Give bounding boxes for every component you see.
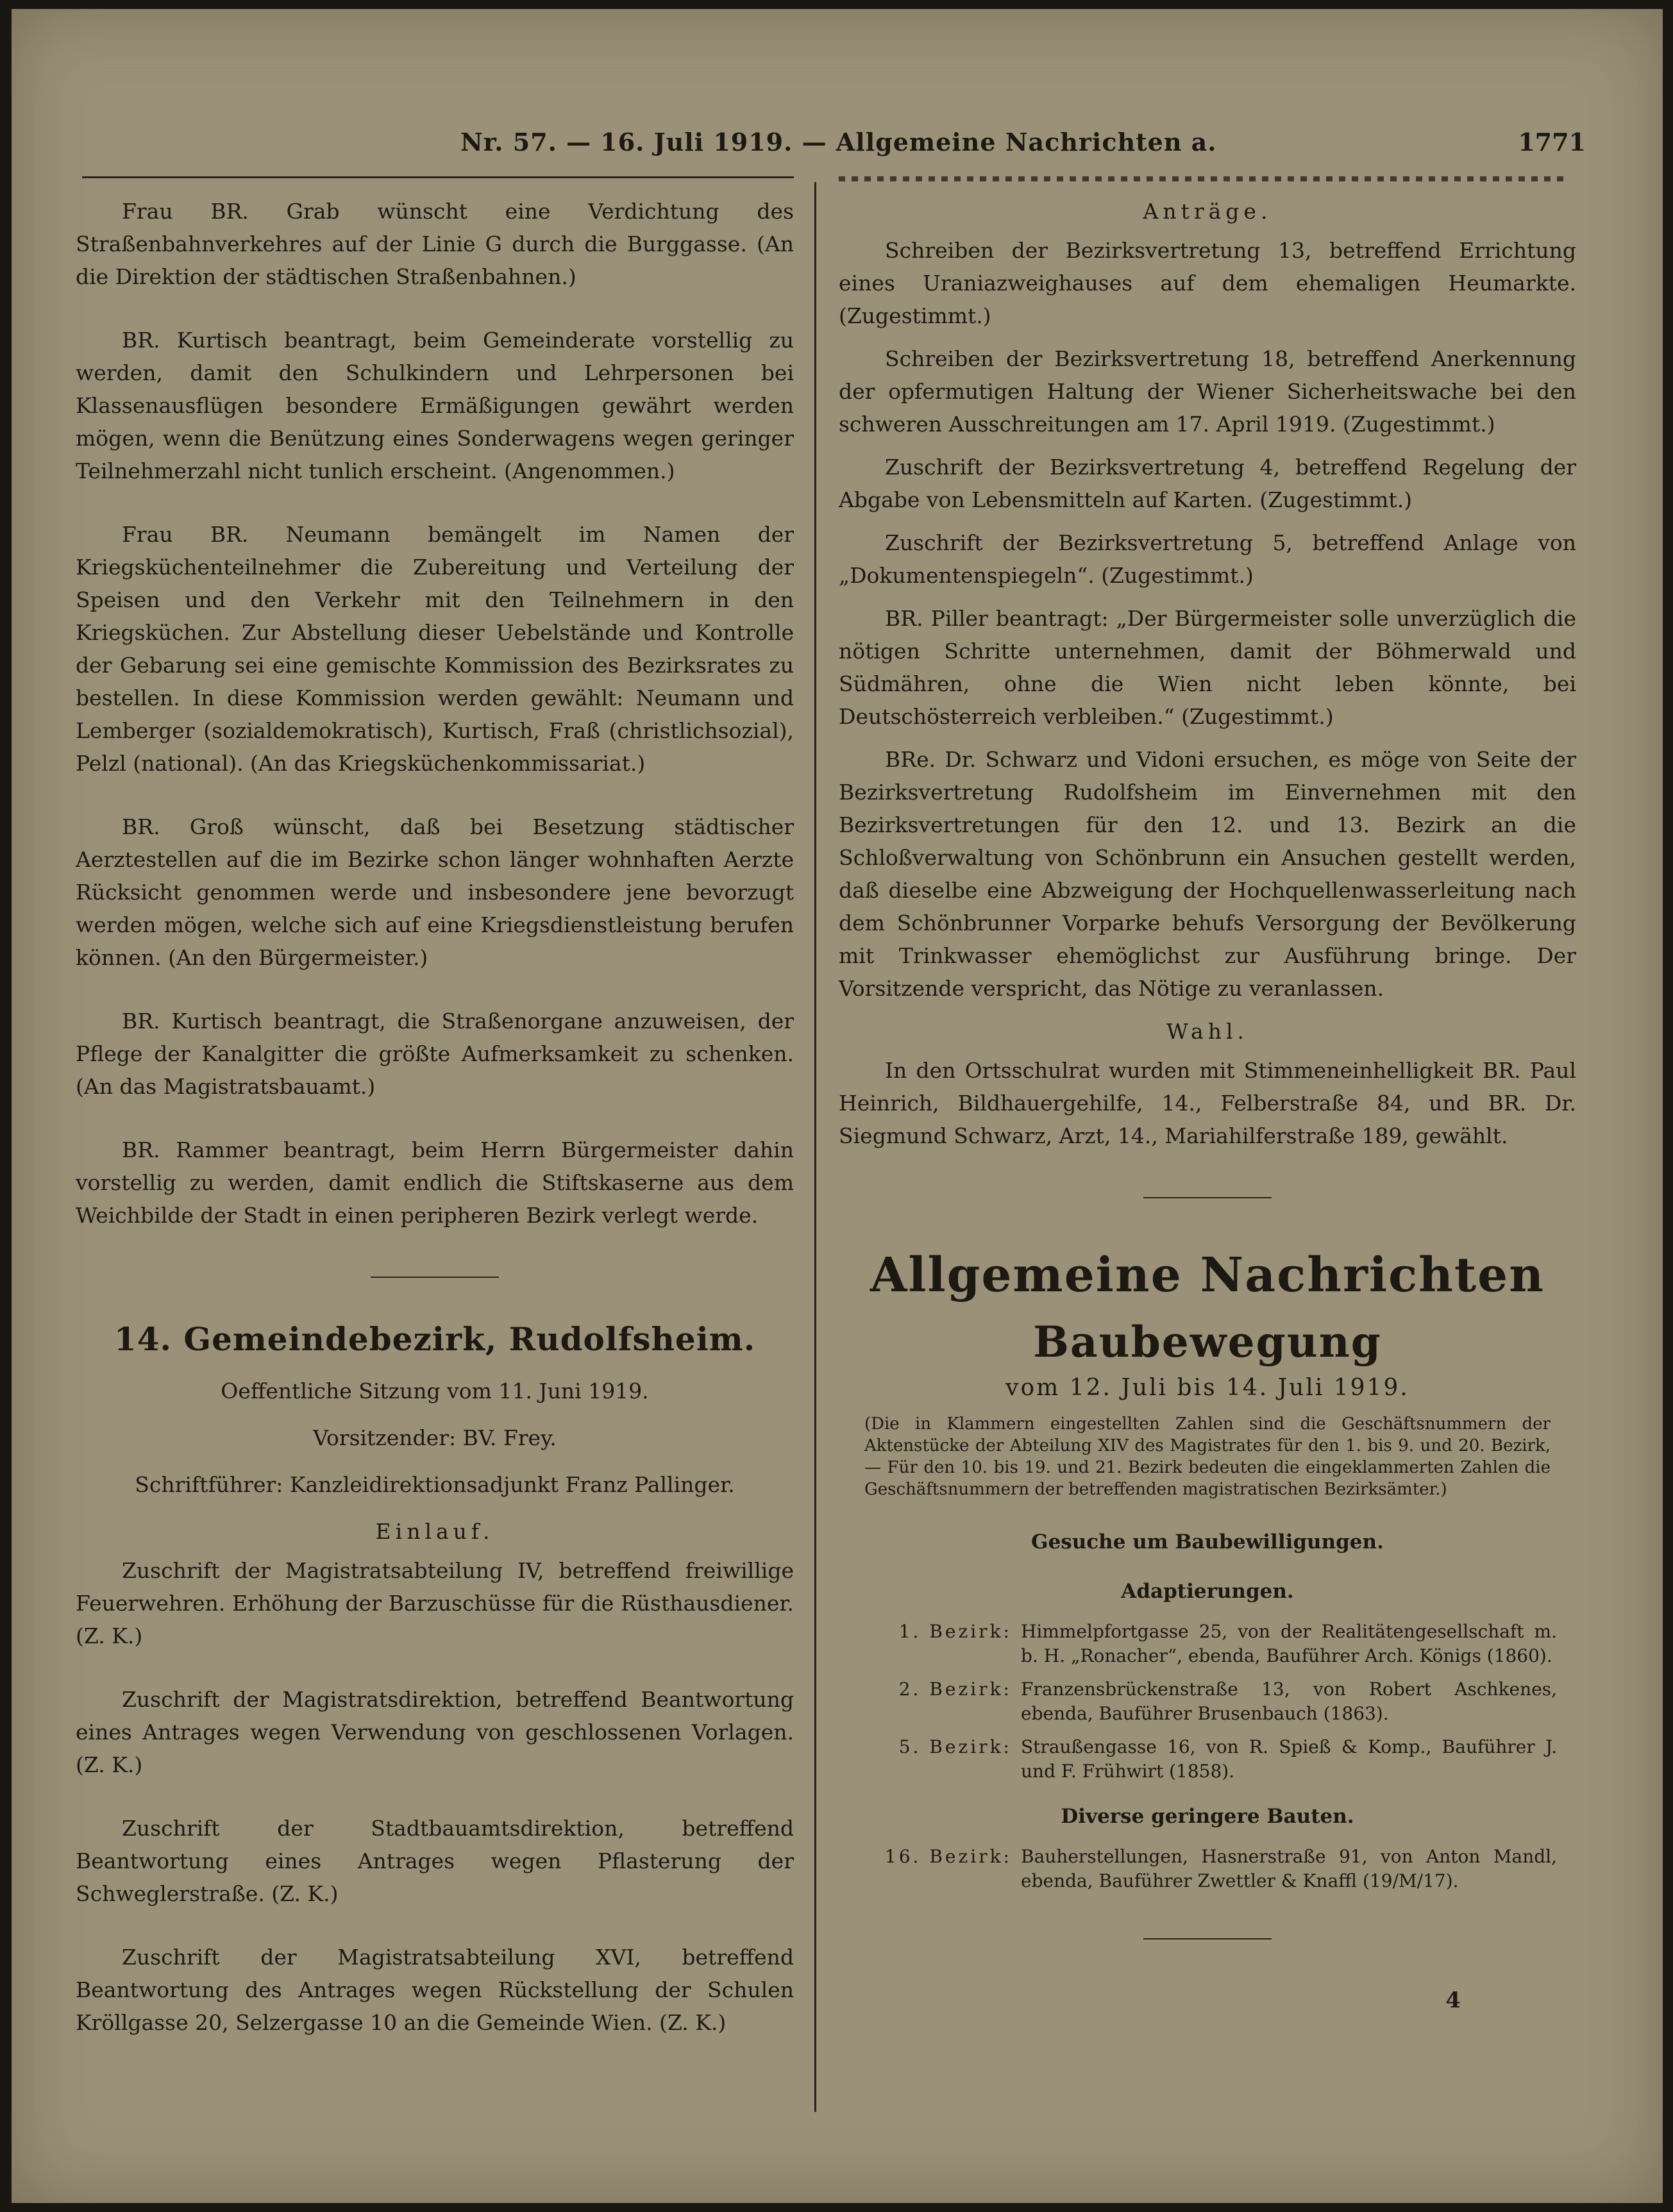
paragraph-kurtisch-2: BR. Kurtisch beantragt, die Straßenorgane anzuweisen, der Pflege der Kanalgitter die größte Aufmerksamkeit zu schenken. (An das Magistratsbauamt.)	[76, 1009, 794, 1099]
list-item	[858, 1620, 1557, 1668]
antrag-3: Zuschrift der Bezirksvertretung 4, betreffend Regelung der Abgabe von Lebensmitteln auf Karten. (Zugestimmt.)	[839, 455, 1576, 512]
einlauf-heading: Einlauf.	[375, 1519, 494, 1544]
antrag-4: Zuschrift der Bezirksvertretung 5, betreffend Anlage von „Dokumentenspiegeln“. (Zugestimmt.)	[839, 530, 1576, 588]
gesuche-heading: Gesuche um Baubewilligungen.	[1031, 1530, 1384, 1554]
section-date: vom 12. Juli bis 14. Juli 1919.	[1005, 1375, 1409, 1401]
session-line: Oeffentliche Sitzung vom 11. Juni 1919.	[221, 1378, 649, 1403]
einlauf-item-3: Zuschrift der Stadtbauamtsdirektion, betreffend Beantwortung eines Antrages wegen Pflasterung der Schweglerstraße. (Z. K.)	[76, 1816, 794, 1906]
list-item-text: Himmelpfortgasse 25, von der Realitätengesellschaft m. b. H. „Ronacher“, ebenda, Bauführer Arch. Königs (1860).	[1021, 1621, 1557, 1666]
paragraph-neumann: Frau BR. Neumann bemängelt im Namen der Kriegsküchenteilnehmer die Zubereitung und Verteilung der Speisen und den Verkehr mit den Teilnehmern in den Kriegsküchen. Zur Abstellung dieser Uebelstände und Kontrolle der Gebarung sei eine gemischte Kommission des Bezirksrates zu bestellen. In diese Kommission werden gewählt: Neumann und Lemberger (sozialdemokratisch), Kurtisch, Fraß (christlichsozial), Pelzl (national). (An das Kriegsküchenkommissariat.)	[76, 522, 794, 776]
paragraph-rammer: BR. Rammer beantragt, beim Herrn Bürgermeister dahin vorstellig zu werden, damit endlich die Stiftskaserne aus dem Weichbilde der Stadt in einen peripheren Bezirk verlegt werde.	[76, 1137, 794, 1228]
secretary-line: Schriftführer: Kanzleidirektionsadjunkt Franz Pallinger.	[135, 1472, 735, 1497]
left-column	[76, 195, 794, 2070]
header-page-number: 1771	[1518, 128, 1586, 156]
einlauf-item-1: Zuschrift der Magistratsabteilung IV, betreffend freiwillige Feuerwehren. Erhöhung der Barzuschüsse für die Rüsthausdiener. (Z. K.)	[76, 1558, 794, 1648]
list-item	[858, 1677, 1557, 1726]
section-note: (Die in Klammern eingestellten Zahlen sind die Geschäftsnummern der Aktenstücke der Abteilung XIV des Magistrates für den 1. bis 9. und 20. Bezirk, — Für den 10. bis 19. und 21. Bezirk bedeuten die eingeklammerten Zahlen die Geschäftsnummern der betreffenden magistratischen Bezirksämter.)	[864, 1414, 1551, 1499]
list-item-district: 16. Bezirk:	[884, 1846, 1012, 1867]
column-divider	[814, 182, 816, 2112]
einlauf-item-4: Zuschrift der Magistratsabteilung XVI, betreffend Beantwortung des Antrages wegen Rückstellung der Schulen Kröllgasse 20, Selzergasse 10 an die Gemeinde Wien. (Z. K.)	[76, 1945, 794, 2035]
list-item-text: Straußengasse 16, von R. Spieß & Komp., Bauführer J. und F. Frühwirt (1858).	[1021, 1736, 1557, 1782]
antrag-1: Schreiben der Bezirksvertretung 13, betreffend Errichtung eines Uraniazweighauses auf dem ehemaligen Heumarkte. (Zugestimmt.)	[839, 238, 1576, 328]
list-item-district: 1. Bezirk:	[898, 1621, 1012, 1642]
signature-number: 4	[1445, 1988, 1461, 2013]
separator-rule-right	[1143, 1197, 1272, 1198]
list-item-district: 2. Bezirk:	[898, 1679, 1012, 1700]
antrag-5: BR. Piller beantragt: „Der Bürgermeister solle unverzüglich die nötigen Schritte unternehmen, damit der Böhmerwald und Südmähren, ohne die Wien nicht leben könnte, bei Deutschösterreich verbleiben.“ (Zugestimmt.)	[839, 606, 1576, 729]
header-title: Nr. 57. — 16. Juli 1919. — Allgemeine Nachrichten a.	[460, 128, 1217, 156]
district-heading: 14. Gemeindebezirk, Rudolfsheim.	[113, 1320, 756, 1358]
header-rule-right	[839, 176, 1570, 181]
right-column	[839, 195, 1576, 2017]
paragraph-grab: Frau BR. Grab wünscht eine Verdichtung des Straßenbahnverkehres auf der Linie G durch die Burggasse. (An die Direktion der städtischen Straßenbahnen.)	[76, 199, 794, 289]
list-item-text: Bauherstellungen, Hasnerstraße 91, von Anton Mandl, ebenda, Bauführer Zwettler & Knaffl (19/M/17).	[1021, 1846, 1557, 1891]
wahl-item: In den Ortsschulrat wurden mit Stimmeneinhelligkeit BR. Paul Heinrich, Bildhauergehilfe, 14., Felberstraße 84, und BR. Dr. Siegmund Schwarz, Arzt, 14., Mariahilferstraße 189, gewählt.	[839, 1058, 1576, 1148]
list-item-text: Franzensbrückenstraße 13, von Robert Aschkenes, ebenda, Bauführer Brusenbauch (1863).	[1021, 1679, 1557, 1724]
section-title: Allgemeine Nachrichten	[870, 1248, 1545, 1303]
einlauf-item-2: Zuschrift der Magistratsdirektion, betreffend Beantwortung eines Antrages wegen Verwendung von geschlossenen Vorlagen. (Z. K.)	[76, 1687, 794, 1777]
list-item-district: 5. Bezirk:	[898, 1736, 1012, 1757]
paragraph-gross: BR. Groß wünscht, daß bei Besetzung städtischer Aerztestellen auf die im Bezirke schon länger wohnhaften Aerzte Rücksicht genommen werde und insbesondere jene bevorzugt werden mögen, welche sich auf eine Kriegsdienstleistung berufen können. (An den Bürgermeister.)	[76, 814, 794, 970]
wahl-heading: Wahl.	[1166, 1019, 1249, 1044]
newspaper-page	[12, 9, 1663, 2203]
separator-rule	[371, 1277, 499, 1278]
paragraph-kurtisch-1: BR. Kurtisch beantragt, beim Gemeinderate vorstellig zu werden, damit den Schulkindern und Lehrpersonen bei Klassenausflügen besondere Ermäßigungen gewährt werden mögen, wenn die Benützung eines Sonderwagens wegen geringer Teilnehmerzahl nicht tunlich erscheint. (Angenommen.)	[76, 328, 794, 483]
page-header	[12, 115, 1663, 166]
section-subtitle: Baubewegung	[1033, 1317, 1382, 1367]
antrag-2: Schreiben der Bezirksvertretung 18, betreffend Anerkennung der opfermutigen Haltung der Wiener Sicherheitswache bei den schweren Ausschreitungen am 17. April 1919. (Zugestimmt.)	[839, 346, 1576, 437]
header-rule-left	[82, 176, 794, 178]
list-item	[858, 1845, 1557, 1893]
antraege-heading: Anträge.	[1143, 199, 1272, 224]
adaptierungen-list	[858, 1620, 1557, 1784]
diverse-heading: Diverse geringere Bauten.	[1061, 1805, 1354, 1828]
adaptierungen-heading: Adaptierungen.	[1121, 1580, 1294, 1603]
separator-rule-bottom	[1143, 1938, 1272, 1940]
chair-line: Vorsitzender: BV. Frey.	[313, 1425, 557, 1450]
diverse-list	[858, 1845, 1557, 1893]
antrag-6: BRe. Dr. Schwarz und Vidoni ersuchen, es möge von Seite der Bezirksvertretung Rudolfsheim im Einvernehmen mit den Bezirksvertretungen für den 12. und 13. Bezirk an die Schloßverwaltung von Schönbrunn ein Ansuchen gestellt werden, daß dieselbe eine Abzweigung der Hochquellenwasserleitung nach dem Schönbrunner Vorparke behufs Versorgung der Bevölkerung mit Trinkwasser ehemöglichst zur Ausführung bringe. Der Vorsitzende verspricht, das Nötige zu veranlassen.	[839, 747, 1576, 1001]
list-item	[858, 1735, 1557, 1784]
